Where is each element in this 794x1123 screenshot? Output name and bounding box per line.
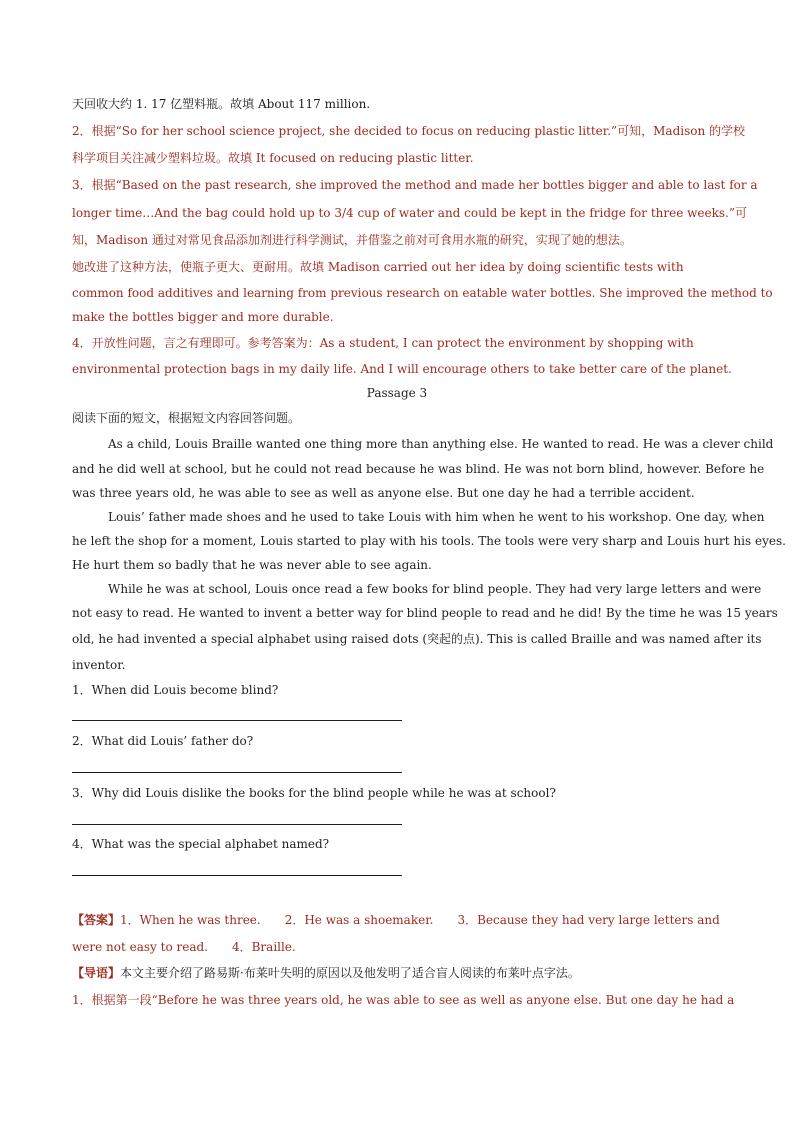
paragraph-2-line-1: Louis’ father made shoes and he used to take Louis with him when he went to his workshop. One day, when (108, 510, 765, 524)
guide-text: 本文主要介绍了路易斯·布莱叶失明的原因以及他发明了适合盲人阅读的布莱叶点字法。 (120, 966, 580, 980)
answer-line-3: 科学项目关注减少塑料垃圾。故填 It focused on reducing plastic litter. (72, 151, 474, 165)
paragraph-2-line-2: he left the shop for a moment, Louis started to play with his tools. The tools were very sharp and Louis hurt his eyes. (72, 534, 786, 548)
guide-label: 【导语】 (72, 966, 121, 980)
paragraph-3-line-4: inventor. (72, 658, 126, 672)
passage-title: Passage 3 (366, 386, 428, 400)
question-1: 1．When did Louis become blind? (72, 683, 279, 697)
answer-blank-3[interactable] (72, 824, 402, 825)
answer-block-line-2: were not easy to read. 4．Braille. (72, 940, 296, 954)
answer-line-1: 天回收大约 1. 17 亿塑料瓶。故填 About 117 million. (72, 97, 371, 111)
question-3: 3．Why did Louis dislike the books for the blind people while he was at school? (72, 786, 556, 800)
answer-line-7: 她改进了这种方法，使瓶子更大、更耐用。故填 Madison carried out her idea by doing scientific tests with (72, 260, 684, 274)
paragraph-1-line-3: was three years old, he was able to see as well as anyone else. But one day he had a terrible accident. (72, 486, 695, 500)
answer-text-1: 1．When he was three. 2．He was a shoemaker. 3．Because they had very large letters and (120, 913, 720, 927)
paragraph-1-line-2: and he did well at school, but he could not read because he was blind. He was not born blind, however. Before he (72, 462, 765, 476)
paragraph-3-line-2: not easy to read. He wanted to invent a better way for blind people to read and he did! By the time he was 15 years (72, 606, 778, 620)
instruction: 阅读下面的短文，根据短文内容回答问题。 (72, 411, 301, 425)
answer-line-10: 4．开放性问题，言之有理即可。参考答案为：As a student, I can protect the environment by shopping with (72, 336, 694, 350)
answer-line-6: 知，Madison 通过对常见食品添加剂进行科学测试，并借鉴之前对可食用水瓶的研究，实现了她的想法。 (72, 233, 632, 247)
paragraph-2-line-3: He hurt them so badly that he was never able to see again. (72, 558, 432, 572)
question-4: 4．What was the special alphabet named? (72, 837, 330, 851)
answer-blank-1[interactable] (72, 720, 402, 721)
paragraph-3-line-3: old, he had invented a special alphabet using raised dots (突起的点). This is called Braille and was named after its (72, 632, 762, 646)
guide-line (72, 965, 580, 981)
question-2: 2．What did Louis’ father do? (72, 734, 254, 748)
answer-line-11: environmental protection bags in my daily life. And I will encourage others to take better care of the planet. (72, 362, 732, 376)
answer-line-4: 3．根据“Based on the past research, she improved the method and made her bottles bigger and able to last for a (72, 178, 758, 192)
answer-blank-4[interactable] (72, 875, 402, 876)
paragraph-1-line-1: As a child, Louis Braille wanted one thing more than anything else. He wanted to read. He was a clever child (108, 437, 774, 451)
answer-line-8: common food additives and learning from previous research on eatable water bottles. She improved the method to (72, 286, 773, 300)
explanation-line-1: 1．根据第一段“Before he was three years old, he was able to see as well as anyone else. But one day he had a (72, 993, 735, 1007)
answer-blank-2[interactable] (72, 772, 402, 773)
paragraph-3-line-1: While he was at school, Louis once read a few books for blind people. They had very large letters and were (108, 582, 762, 596)
answer-line-2: 2．根据“So for her school science project, she decided to focus on reducing plastic litter.”可知，Madison 的学校 (72, 124, 746, 138)
answer-line-5: longer time…And the bag could hold up to 3/4 cup of water and could be kept in the fridge for three weeks.”可 (72, 206, 747, 220)
answer-label: 【答案】 (72, 913, 121, 927)
answer-line-9: make the bottles bigger and more durable. (72, 310, 334, 324)
answer-block-line-1 (72, 912, 720, 928)
